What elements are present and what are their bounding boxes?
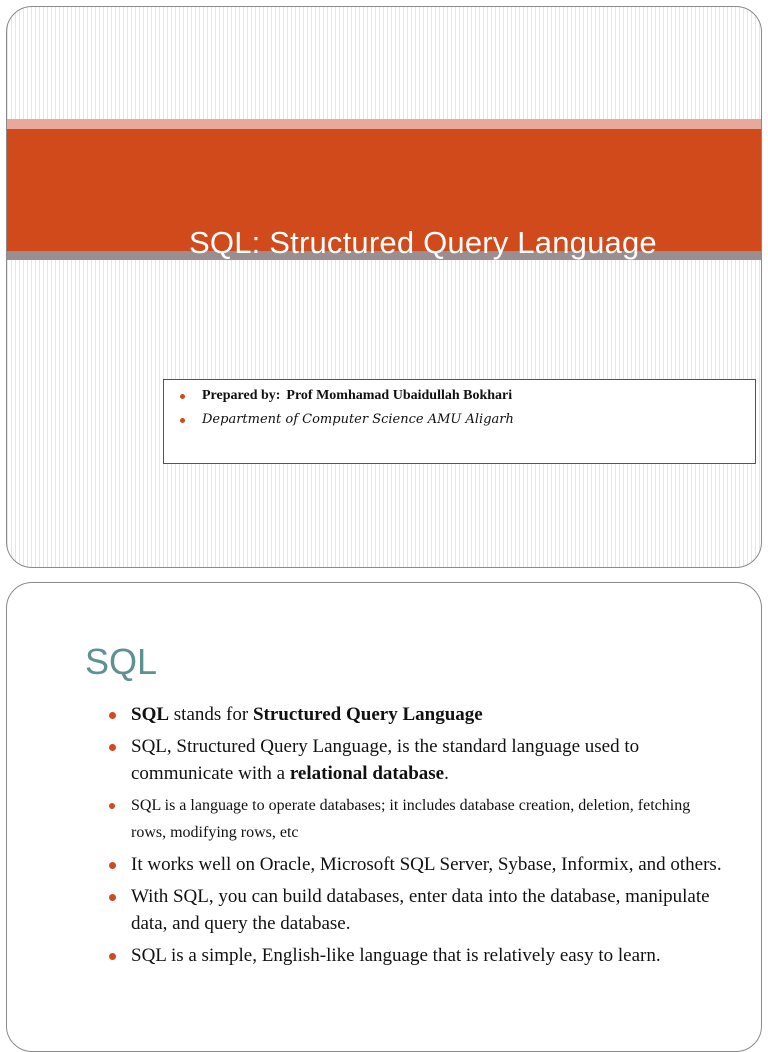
content-slide [6,582,762,1052]
bullet-item [107,942,727,969]
bullet-text: With SQL, you can build databases, enter data into the database, manipulate data, and query the database. [131,886,710,934]
bullet-item [107,851,727,878]
slide-title: SQL: Structured Query Language [189,225,657,260]
presenter-info-box [163,379,756,464]
title-slide [6,6,762,568]
bullet-item [107,883,727,937]
department-item [178,408,755,432]
bullet-item [107,792,727,846]
bullet-text: SQL is a simple, English-like language that is relatively easy to learn. [131,945,661,966]
top-accent-band [7,119,761,129]
bullet-text: SQL, Structured Query Language, is the standard language used to communicate with a [131,736,640,784]
prepared-by-label: Prepared by: [202,388,281,403]
bullet-list [107,701,727,974]
bullet-item [107,733,727,787]
bullet-bold-term: relational database [289,763,445,784]
bullet-bold-term: Structured Query Language [252,704,483,725]
presenter-list [164,380,755,432]
bullet-text: It works well on Oracle, Microsoft SQL Server, Sybase, Informix, and others. [131,854,722,875]
bullet-item [107,701,727,728]
presenter-name: Prof Momhamad Ubaidullah Bokhari [286,388,513,403]
bullet-text: . [444,763,449,784]
slide-heading: SQL [85,641,158,682]
prepared-by-item [178,384,755,408]
bullet-bold-term: SQL [131,704,170,725]
bullet-text: stands for [169,704,253,725]
bullet-text: SQL is a language to operate databases; it includes database creation, deletion, fetching rows, modifying rows, etc [131,797,691,841]
department-text: Department of Computer Science AMU Aligarh [202,412,514,427]
